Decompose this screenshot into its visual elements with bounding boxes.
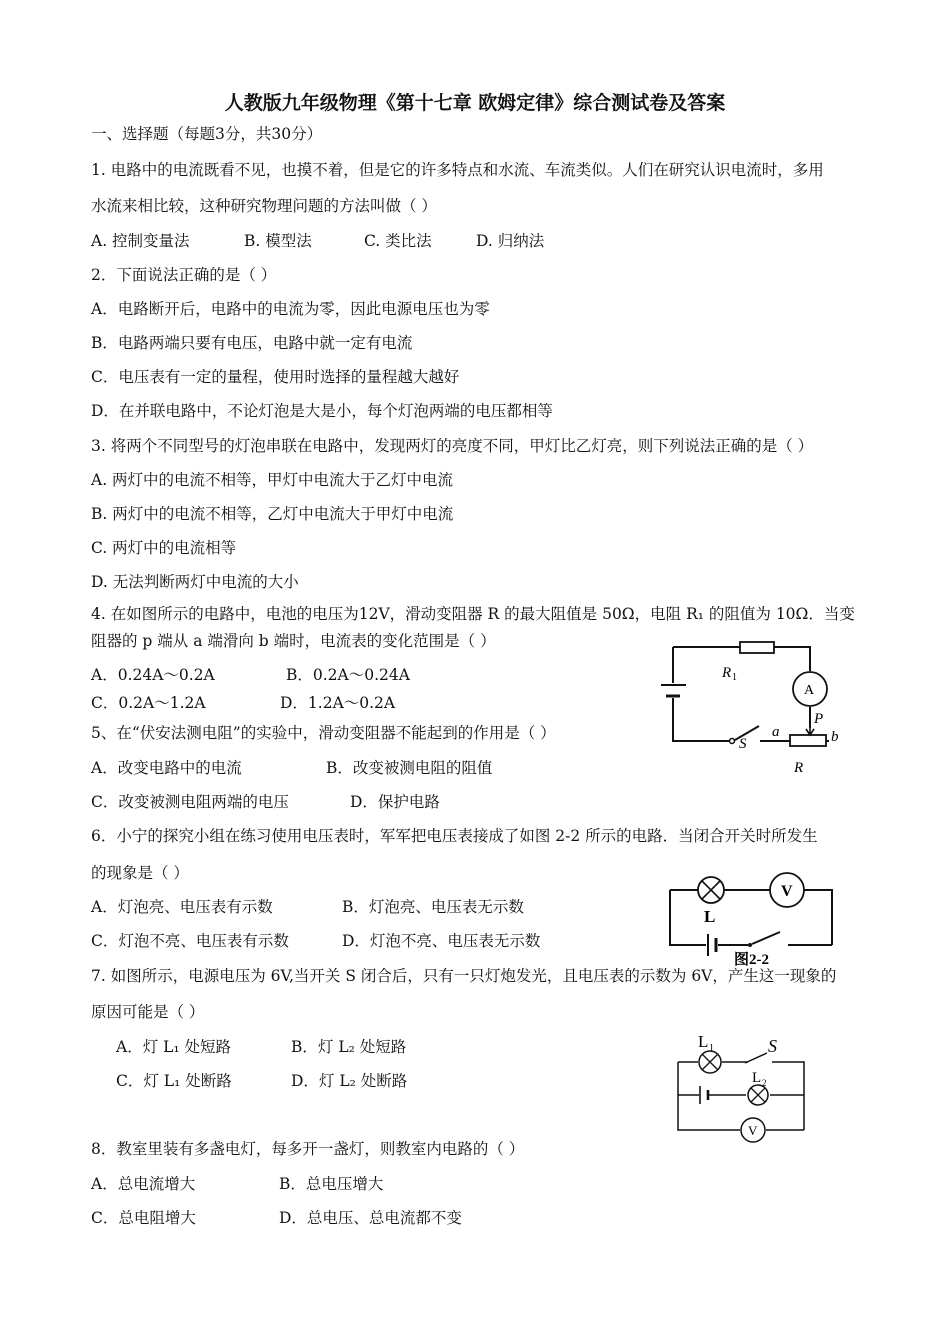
q7-option-d: D．灯 L₂ 处断路 <box>291 1072 408 1090</box>
label-l2: L <box>752 1070 762 1086</box>
lamp-icon <box>698 877 724 903</box>
q5-option-b: B．改变被测电阻的阻值 <box>326 759 493 777</box>
q4-stem-line2: 阻器的 p 端从 a 端滑向 b 端时，电流表的变化范围是（ ） <box>91 632 496 650</box>
q2-option-d: D．在并联电路中，不论灯泡是大是小，每个灯泡两端的电压都相等 <box>91 402 553 420</box>
lamp-l1-icon <box>699 1051 721 1073</box>
q4-stem-line1: 4. 在如图所示的电路中，电池的电压为12V，滑动变阻器 R 的最大阻值是 50Ω，电阻 R₁ 的阻值为 10Ω．当变 <box>91 605 855 623</box>
q3-option-a: A. 两灯中的电流不相等，甲灯中电流大于乙灯中电流 <box>91 471 454 489</box>
q8-option-a: A．总电流增大 <box>91 1175 196 1193</box>
page-title: 人教版九年级物理《第十七章 欧姆定律》综合测试卷及答案 <box>224 92 726 114</box>
label-r: R <box>794 760 804 776</box>
q4-option-b: B．0.2A～0.24A <box>286 666 410 684</box>
q7-stem-line2: 原因可能是（ ） <box>91 1003 205 1021</box>
rheostat-r <box>790 735 826 746</box>
q7-circuit-diagram <box>674 1032 814 1138</box>
q1-option-d: D. 归纳法 <box>476 232 545 250</box>
label-voltmeter: V <box>748 1123 758 1138</box>
q7-option-a: A．灯 L₁ 处短路 <box>116 1038 232 1056</box>
q4-option-c: C．0.2A～1.2A <box>91 694 206 712</box>
label-r1-sub: 1 <box>732 672 737 683</box>
q1-stem-line2: 水流来相比较，这种研究物理问题的方法叫做（ ） <box>91 197 437 215</box>
label-s: S <box>739 736 747 752</box>
label-lamp: L <box>704 907 716 926</box>
label-l2-sub: 2 <box>762 1078 767 1088</box>
q1-option-c: C. 类比法 <box>364 232 432 250</box>
label-a: a <box>772 724 780 740</box>
label-p: P <box>814 711 824 727</box>
q6-circuit-diagram <box>668 872 838 968</box>
q4-option-a: A．0.24A～0.2A <box>91 666 215 684</box>
q6-stem-line1: 6．小宁的探究小组在练习使用电压表时，军军把电压表接成了如图 2-2 所示的电路．当闭合开关时所发生 <box>91 827 818 845</box>
q7-option-b: B．灯 L₂ 处短路 <box>291 1038 407 1056</box>
label-s: S <box>768 1036 777 1056</box>
q4-option-d: D．1.2A～0.2A <box>280 694 396 712</box>
q8-stem: 8．教室里装有多盏电灯，每多开一盏灯，则教室内电路的（ ） <box>91 1140 525 1158</box>
q1-option-a: A. 控制变量法 <box>91 232 190 250</box>
q6-option-c: C．灯泡不亮、电压表有示数 <box>91 932 289 950</box>
label-b: b <box>831 729 839 745</box>
q1-stem-line1: 1. 电路中的电流既看不见，也摸不着，但是它的许多特点和水流、车流类似。人们在研究认识电流时，多用 <box>91 161 824 179</box>
q3-option-b: B. 两灯中的电流不相等，乙灯中电流大于甲灯中电流 <box>91 505 454 523</box>
resistor-r1 <box>740 642 774 653</box>
q6-option-b: B．灯泡亮、电压表无示数 <box>342 898 524 916</box>
q6-option-a: A．灯泡亮、电压表有示数 <box>91 898 273 916</box>
q7-stem-line1: 7. 如图所示，电源电压为 6V,当开关 S 闭合后，只有一只灯炮发光，且电压表的示数为 6V，产生这一现象的 <box>91 967 837 985</box>
q8-option-c: C．总电阻增大 <box>91 1209 196 1227</box>
q8-option-b: B．总电压增大 <box>279 1175 384 1193</box>
q3-option-c: C. 两灯中的电流相等 <box>91 539 237 557</box>
q6-stem-line2: 的现象是（ ） <box>91 864 189 882</box>
q6-option-d: D．灯泡不亮、电压表无示数 <box>342 932 541 950</box>
figure-caption: 图2-2 <box>734 952 769 968</box>
section-heading: 一、选择题（每题3分，共30分） <box>91 125 323 143</box>
q5-option-d: D．保护电路 <box>350 793 440 811</box>
q3-stem: 3. 将两个不同型号的灯泡串联在电路中，发现两灯的亮度不同，甲灯比乙灯亮，则下列说法正确的是（ ） <box>91 437 814 455</box>
q5-stem: 5、在“伏安法测电阻”的实验中，滑动变阻器不能起到的作用是（ ） <box>91 724 556 742</box>
q5-option-c: C．改变被测电阻两端的电压 <box>91 793 289 811</box>
switch-icon <box>730 739 735 744</box>
q7-option-c: C．灯 L₁ 处断路 <box>116 1072 232 1090</box>
q1-option-b: B. 模型法 <box>244 232 312 250</box>
q2-option-c: C．电压表有一定的量程，使用时选择的量程越大越好 <box>91 368 460 386</box>
switch-icon <box>748 943 752 947</box>
label-l1: L <box>698 1032 709 1051</box>
q2-option-a: A．电路断开后，电路中的电流为零，因此电源电压也为零 <box>91 300 490 318</box>
q3-option-d: D. 无法判断两灯中电流的大小 <box>91 573 299 591</box>
q2-stem: 2．下面说法正确的是（ ） <box>91 266 277 284</box>
q4-circuit-diagram <box>655 636 855 776</box>
q5-option-a: A．改变电路中的电流 <box>91 759 242 777</box>
label-ammeter: A <box>804 683 815 698</box>
label-l1-sub: 1 <box>709 1043 714 1054</box>
label-voltmeter: V <box>781 883 793 900</box>
q2-option-b: B．电路两端只要有电压，电路中就一定有电流 <box>91 334 413 352</box>
label-r1: R <box>722 665 732 681</box>
q8-option-d: D．总电压、总电流都不变 <box>279 1209 462 1227</box>
lamp-l2-icon <box>748 1085 768 1105</box>
slider-arrow-icon <box>806 728 814 735</box>
